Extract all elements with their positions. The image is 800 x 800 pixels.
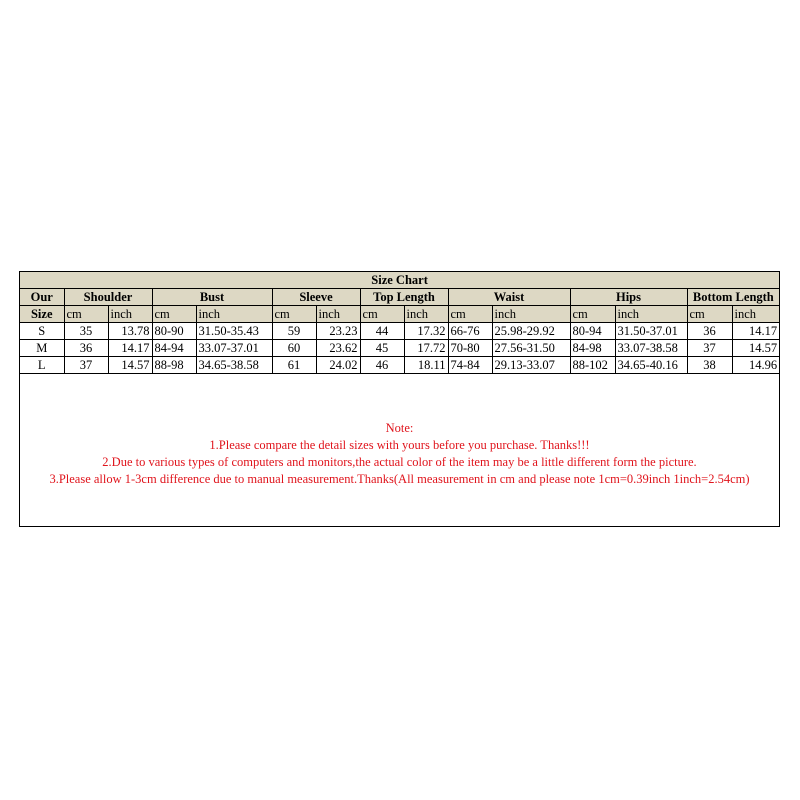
unit-cell: inch	[615, 306, 687, 323]
table-cell: 37	[64, 357, 108, 374]
table-cell: 70-80	[448, 340, 492, 357]
table-cell: 45	[360, 340, 404, 357]
table-cell: 36	[687, 323, 732, 340]
table-cell: 14.57	[108, 357, 152, 374]
size-table	[20, 272, 779, 374]
table-cell: 14.17	[732, 323, 779, 340]
table-cell: 35	[64, 323, 108, 340]
note-heading: Note:	[385, 421, 414, 435]
header-row-2	[20, 306, 779, 323]
table-cell: 66-76	[448, 323, 492, 340]
unit-cell: cm	[360, 306, 404, 323]
table-cell: 31.50-35.43	[196, 323, 272, 340]
unit-cell: inch	[404, 306, 448, 323]
table-row	[20, 340, 779, 357]
unit-cell: cm	[687, 306, 732, 323]
header-our: Our	[20, 289, 64, 306]
table-cell: 18.11	[404, 357, 448, 374]
table-cell: 14.96	[732, 357, 779, 374]
note-line-1: 1.Please compare the detail sizes with yours before you purchase. Thanks!!!	[209, 438, 590, 452]
table-cell: 37	[687, 340, 732, 357]
title-row	[20, 272, 779, 289]
notes-section	[20, 420, 779, 488]
table-cell: 29.13-33.07	[492, 357, 570, 374]
note-line-3: 3.Please allow 1-3cm difference due to manual measurement.Thanks(All measurement in cm and please note 1cm=0.39inch 1inch=2.54cm)	[49, 472, 750, 486]
header-bust: Bust	[152, 289, 272, 306]
table-cell: 13.78	[108, 323, 152, 340]
note-line-2: 2.Due to various types of computers and monitors,the actual color of the item may be a little different form the picture.	[102, 455, 697, 469]
unit-cell: inch	[732, 306, 779, 323]
header-size: Size	[20, 306, 64, 323]
unit-cell: cm	[64, 306, 108, 323]
unit-cell: cm	[152, 306, 196, 323]
table-cell: 25.98-29.92	[492, 323, 570, 340]
header-top-length: Top Length	[360, 289, 448, 306]
table-row	[20, 323, 779, 340]
table-cell: 14.17	[108, 340, 152, 357]
table-cell: 17.32	[404, 323, 448, 340]
unit-cell: cm	[570, 306, 615, 323]
table-cell: 46	[360, 357, 404, 374]
table-cell: 74-84	[448, 357, 492, 374]
table-cell: 80-94	[570, 323, 615, 340]
unit-cell: cm	[448, 306, 492, 323]
table-cell: 44	[360, 323, 404, 340]
table-cell: 60	[272, 340, 316, 357]
header-bottom-length: Bottom Length	[687, 289, 779, 306]
table-cell: 14.57	[732, 340, 779, 357]
table-row	[20, 357, 779, 374]
header-hips: Hips	[570, 289, 687, 306]
table-cell: 23.23	[316, 323, 360, 340]
header-shoulder: Shoulder	[64, 289, 152, 306]
unit-cell: cm	[272, 306, 316, 323]
table-cell: 31.50-37.01	[615, 323, 687, 340]
table-cell: 88-98	[152, 357, 196, 374]
unit-cell: inch	[196, 306, 272, 323]
table-cell: 17.72	[404, 340, 448, 357]
table-cell: 33.07-37.01	[196, 340, 272, 357]
size-label: M	[20, 340, 64, 357]
header-waist: Waist	[448, 289, 570, 306]
table-cell: 84-94	[152, 340, 196, 357]
table-cell: 33.07-38.58	[615, 340, 687, 357]
header-sleeve: Sleeve	[272, 289, 360, 306]
table-cell: 88-102	[570, 357, 615, 374]
table-cell: 84-98	[570, 340, 615, 357]
size-label: L	[20, 357, 64, 374]
unit-cell: inch	[492, 306, 570, 323]
unit-cell: inch	[108, 306, 152, 323]
size-chart-title: Size Chart	[20, 272, 779, 289]
table-cell: 34.65-40.16	[615, 357, 687, 374]
table-cell: 23.62	[316, 340, 360, 357]
table-cell: 61	[272, 357, 316, 374]
size-label: S	[20, 323, 64, 340]
table-cell: 27.56-31.50	[492, 340, 570, 357]
header-row-1	[20, 289, 779, 306]
table-cell: 24.02	[316, 357, 360, 374]
table-cell: 80-90	[152, 323, 196, 340]
unit-cell: inch	[316, 306, 360, 323]
table-cell: 59	[272, 323, 316, 340]
table-cell: 34.65-38.58	[196, 357, 272, 374]
table-cell: 38	[687, 357, 732, 374]
size-chart	[19, 271, 780, 527]
table-cell: 36	[64, 340, 108, 357]
